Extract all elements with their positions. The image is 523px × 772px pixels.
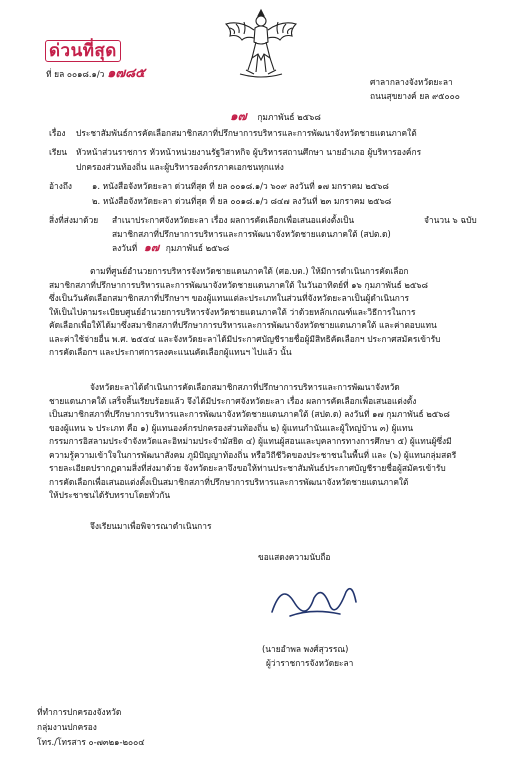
- to-label: เรียน: [49, 147, 67, 157]
- enclosure-line-2: สมาชิกสภาที่ปรึกษาการบริหารและการพัฒนาจังหวัดชายแดนภาคใต้ (สปต.ด): [112, 229, 391, 239]
- paragraph-1-line: การคัดเลือกฯ และประกาศการลงคะแนนคัดเลือกผู้แทนฯ ไปแล้ว นั้น: [49, 347, 292, 357]
- reference-2: ๒. หนังสือจังหวัดยะลา ด่วนที่สุด ที่ ยล ๐๐๑๘.๑/ว ๘๔๗ ลงวันที่ ๒๓ มกราคม ๒๕๖๘: [92, 196, 392, 206]
- document-number-prefix: ที่ ยล ๐๐๑๘.๑/ว: [46, 69, 105, 79]
- document-number: [46, 68, 145, 80]
- footer-department: ที่ทำการปกครองจังหวัด: [37, 707, 122, 717]
- body-paragraph-1: [49, 265, 477, 360]
- paragraph-1-line: คัดเลือกเพื่อให้ได้มาซึ่งสมาชิกสภาที่ปรึกษาการบริหารและการพัฒนาจังหวัดชายแดนภาคใต้ และค่าตอบแทน: [49, 320, 437, 330]
- enclosure-date-day-handwritten: ๑๗: [143, 241, 160, 254]
- paragraph-2-line: จังหวัดยะลาได้ดำเนินการคัดเลือกสมาชิกสภาที่ปรึกษาการบริหารและการพัฒนาจังหวัด: [90, 382, 400, 392]
- paragraph-1-line: ซึ่งเป็นวันคัดเลือกสมาชิกสภาที่ปรึกษาฯ ของผู้แทนแต่ละประเภทในส่วนที่จังหวัดยะลาเป็นผู้ดำเนินการ: [49, 293, 410, 303]
- reference-1: ๑. หนังสือจังหวัดยะลา ด่วนที่สุด ที่ ยล ๐๐๑๘.๑/ว ๖๐๙ ลงวันที่ ๑๗ มกราคม ๒๕๖๘: [92, 181, 389, 191]
- paragraph-2-line: ชายแดนภาคใต้ เสร็จสิ้นเรียบร้อยแล้ว จึงได้มีประกาศจังหวัดยะลา เรื่อง ผลการคัดเลือกเพื่อเสนอแต่งตั้ง: [49, 395, 417, 406]
- paragraph-2-line: กรรมการอิสลามประจำจังหวัดและอิหม่ามประจำมัสยิด ๔) ผู้แทนผู้สอนและบุคลากรทางการศึกษา ๕) ผู้แทนผู้ซึ่งมี: [49, 436, 452, 446]
- signature-image: [262, 572, 362, 628]
- paragraph-2-line: ความรู้ความเข้าใจในการพัฒนาสังคม ภูมิปัญญาท้องถิ่น หรือวิถีชีวิตของประชาชนในพื้นที่ และ (๖) ผู้แทนกลุ่มสตรี: [49, 449, 457, 460]
- paragraph-1-line: และค่าใช้จ่ายอื่น พ.ศ. ๒๕๕๔ และจังหวัดยะลาได้มีประกาศบัญชีรายชื่อผู้มีสิทธิคัดเลือกฯ ประกาศสมัครเข้ารับ: [49, 333, 441, 344]
- date-day-handwritten: ๑๗: [230, 109, 247, 123]
- paragraph-2-line: การคัดเลือกเพื่อเสนอแต่งตั้งเป็นสมาชิกสภาที่ปรึกษาการบริหารและการพัฒนาจังหวัดชายแดนภาคใต้: [49, 476, 409, 487]
- paragraph-2-line: ของผู้แทน ๖ ประเภท คือ ๑) ผู้แทนองค์กรปกครองส่วนท้องถิ่น ๒) ผู้แทนกำนันและผู้ใหญ่บ้าน ๓) ผู้แทน: [49, 422, 414, 433]
- footer-group: กลุ่มงานปกครอง: [37, 722, 97, 732]
- subject-text: ประชาสัมพันธ์การคัดเลือกสมาชิกสภาที่ปรึกษาการบริหารและการพัฒนาจังหวัดชายแดนภาคใต้: [76, 128, 417, 138]
- subject-label: เรื่อง: [49, 128, 66, 138]
- body-paragraph-2: [49, 381, 477, 503]
- paragraph-2-line: เป็นสมาชิกสภาที่ปรึกษาการบริหารและการพัฒนาจังหวัดชายแดนภาคใต้ (สปต.ด) ลงวันที่ ๑๗ กุมภาพันธ์ ๒๕๖๘: [49, 409, 450, 419]
- signer-name: (นายอำพล พงศ์สุวรรณ): [262, 644, 349, 654]
- footer-phone: โทร./โทรสาร ๐-๗๓๒๑-๒๐๐๔: [37, 737, 145, 747]
- closing-salutation: ขอแสดงความนับถือ: [258, 552, 331, 562]
- enclosure-count: จำนวน ๖ ฉบับ: [424, 215, 477, 225]
- letter-date: [230, 110, 321, 123]
- enclosure-label: สิ่งที่ส่งมาด้วย: [49, 215, 99, 225]
- paragraph-2-line: ให้ประชาชนได้รับทราบโดยทั่วกัน: [49, 490, 171, 500]
- paragraph-1-line: ให้เป็นไปตามระเบียบศูนย์อำนวยการบริหารจังหวัดชายแดนภาคใต้ ว่าด้วยหลักเกณฑ์และวิธีการในการ: [49, 306, 416, 317]
- to-line-2: ปกครองส่วนท้องถิ่น และผู้บริหารองค์กรภาคเอกชนทุกแห่ง: [76, 162, 284, 172]
- to-line-1: หัวหน้าส่วนราชการ หัวหน้าหน่วยงานรัฐวิสาหกิจ ผู้บริหารสถานศึกษา นายอำเภอ ผู้บริหารองค์กร: [76, 147, 422, 157]
- date-month-year: กุมภาพันธ์ ๒๕๖๘: [257, 112, 321, 122]
- paragraph-2-line: รายละเอียดปรากฏตามสิ่งที่ส่งมาด้วย จังหวัดยะลาจึงขอให้ท่านประชาสัมพันธ์ประกาศบัญชีรายชื่อผู้สมัครเข้ารับ: [49, 463, 446, 473]
- enclosure-line-3: [112, 242, 229, 254]
- garuda-emblem-icon: [222, 8, 300, 80]
- document-number-handwritten: ๑๗๘๕: [107, 66, 145, 81]
- reference-label: อ้างถึง: [49, 181, 72, 191]
- signer-title: ผู้ว่าราชการจังหวัดยะลา: [266, 658, 354, 668]
- office-name: ศาลากลางจังหวัดยะลา: [370, 77, 453, 87]
- paragraph-1-line: ตามที่ศูนย์อำนวยการบริหารจังหวัดชายแดนภาคใต้ (ศอ.บต.) ให้มีการดำเนินการคัดเลือก: [90, 266, 409, 276]
- enclosure-date-suffix: กุมภาพันธ์ ๒๕๖๘: [165, 243, 230, 253]
- paragraph-1-line: สมาชิกสภาที่ปรึกษาการบริหารและการพัฒนาจังหวัดชายแดนภาคใต้ ในวันอาทิตย์ที่ ๑๖ กุมภาพันธ์ ๒๕๖๘: [49, 279, 428, 290]
- urgency-stamp: ด่วนที่สุด: [45, 40, 121, 62]
- enclosure-date-prefix: ลงวันที่: [112, 243, 138, 253]
- office-address: ถนนสุขยางค์ ยล ๙๕๐๐๐: [370, 91, 460, 101]
- enclosure-line-1: สำเนาประกาศจังหวัดยะลา เรื่อง ผลการคัดเลือกเพื่อเสนอแต่งตั้งเป็น: [112, 215, 355, 225]
- closing-request: จึงเรียนมาเพื่อพิจารณาดำเนินการ: [90, 521, 212, 531]
